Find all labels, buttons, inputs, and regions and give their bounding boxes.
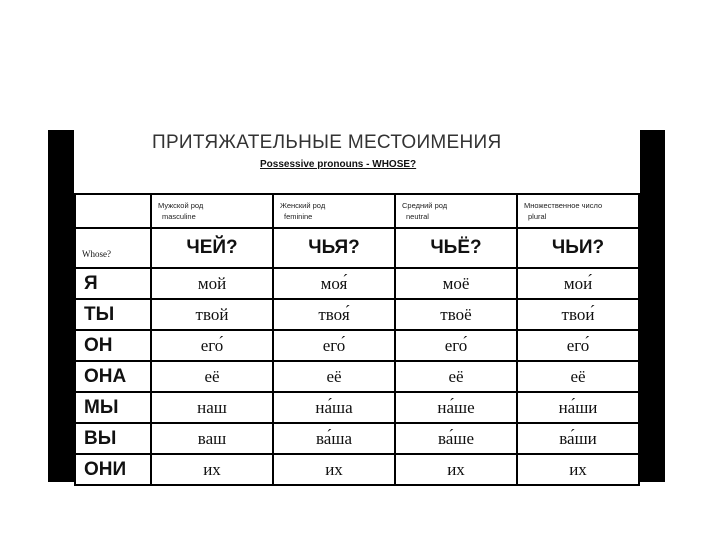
gender-header-neutral [395, 194, 517, 228]
pronoun-cell: МЫ [75, 392, 151, 423]
possessive-form-cell: ва́ше [395, 423, 517, 454]
gender-ru: Мужской род [158, 201, 204, 210]
slide-image [48, 130, 665, 482]
table-row [75, 299, 639, 330]
possessive-form-cell: на́ши [517, 392, 639, 423]
gender-en: plural [528, 212, 547, 221]
possessive-form-cell: мои́ [517, 268, 639, 299]
gender-header-feminine [273, 194, 395, 228]
page-title: ПРИТЯЖАТЕЛЬНЫЕ МЕСТОИМЕНИЯ [152, 132, 502, 153]
table-row [75, 268, 639, 299]
pronoun-table [74, 193, 640, 486]
whose-question: ЧЬЁ? [395, 228, 517, 268]
pronoun-cell: ОНА [75, 361, 151, 392]
possessive-form-cell: ва́ша [273, 423, 395, 454]
pronoun-cell: Я [75, 268, 151, 299]
gender-header-masculine [151, 194, 273, 228]
table-row [75, 454, 639, 485]
whose-row [75, 228, 639, 268]
possessive-form-cell: их [151, 454, 273, 485]
whose-label: Whose? [75, 228, 151, 268]
possessive-form-cell: её [151, 361, 273, 392]
pronoun-cell: ОН [75, 330, 151, 361]
possessive-form-cell: моя́ [273, 268, 395, 299]
possessive-form-cell: на́ша [273, 392, 395, 423]
possessive-form-cell: ваш [151, 423, 273, 454]
whose-question: ЧЕЙ? [151, 228, 273, 268]
possessive-form-cell: моё [395, 268, 517, 299]
possessive-form-cell: твой [151, 299, 273, 330]
corner-cell [75, 194, 151, 228]
possessive-form-cell: наш [151, 392, 273, 423]
pronoun-rows [75, 268, 639, 485]
possessive-form-cell: твоё [395, 299, 517, 330]
gender-ru: Средний род [402, 201, 448, 210]
possessive-form-cell: твоя́ [273, 299, 395, 330]
gender-header-plural [517, 194, 639, 228]
table-row [75, 392, 639, 423]
whose-question: ЧЬИ? [517, 228, 639, 268]
gender-en: neutral [406, 212, 429, 221]
possessive-form-cell: мой [151, 268, 273, 299]
pronoun-cell: ВЫ [75, 423, 151, 454]
possessive-form-cell: её [273, 361, 395, 392]
possessive-form-cell: его́ [517, 330, 639, 361]
pronoun-sheet [74, 130, 640, 482]
possessive-form-cell: его́ [395, 330, 517, 361]
table-row [75, 423, 639, 454]
table-row [75, 361, 639, 392]
possessive-form-cell: на́ше [395, 392, 517, 423]
gender-ru: Женский род [280, 201, 326, 210]
gender-header-row [75, 194, 639, 228]
possessive-form-cell: его́ [151, 330, 273, 361]
possessive-form-cell: ва́ши [517, 423, 639, 454]
gender-en: feminine [284, 212, 313, 221]
possessive-form-cell: твои́ [517, 299, 639, 330]
possessive-form-cell: её [517, 361, 639, 392]
possessive-form-cell: её [395, 361, 517, 392]
gender-en: masculine [162, 212, 196, 221]
whose-question: ЧЬЯ? [273, 228, 395, 268]
possessive-form-cell: его́ [273, 330, 395, 361]
pronoun-cell: ОНИ [75, 454, 151, 485]
table-row [75, 330, 639, 361]
page-subtitle: Possessive pronouns - WHOSE? [260, 159, 417, 170]
possessive-form-cell: их [517, 454, 639, 485]
possessive-form-cell: их [273, 454, 395, 485]
gender-ru: Множественное число [524, 201, 603, 210]
possessive-form-cell: их [395, 454, 517, 485]
pronoun-cell: ТЫ [75, 299, 151, 330]
